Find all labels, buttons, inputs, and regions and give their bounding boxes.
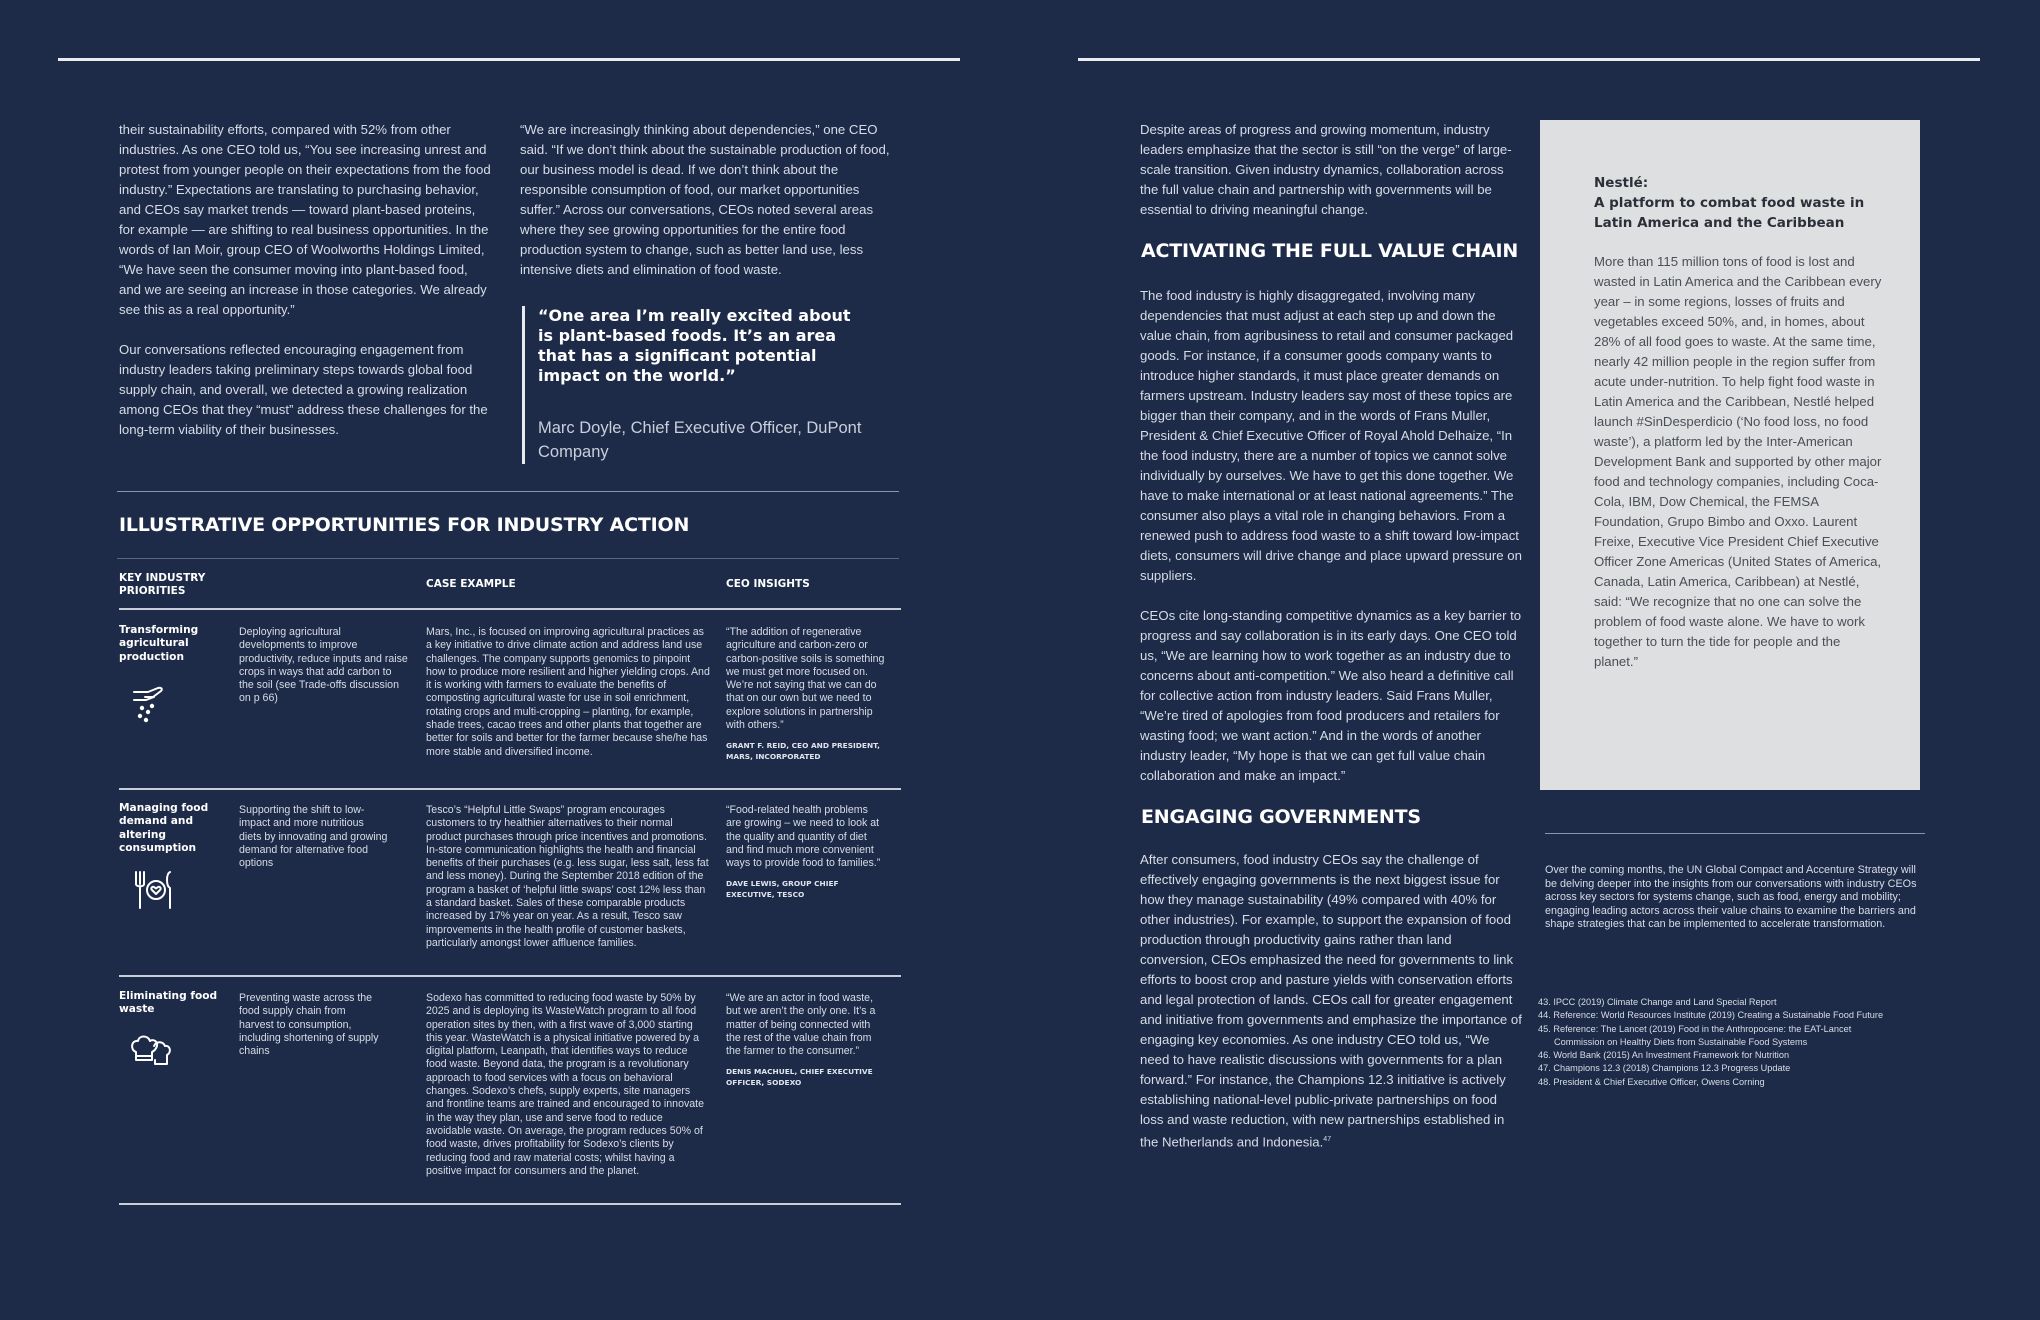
top-rule-left [58, 58, 960, 61]
top-rule-right [1078, 58, 1980, 61]
fork-plate-heart-icon [130, 866, 178, 914]
case-example: Tesco’s “Helpful Little Swaps” program encourages customers to try healthier alternatives to their normal product purchases through price incentives and promotions. In-store communication highlights the health and financial benefits of their purchases (e.g. less sugar, less salt, less fat and less money). During the September 2018 edition of the program a basket of ‘helpful little swaps’ cost 12% less than a standard basket. Sales of these comparable products increased by 17% year on year. As a result, Tesco saw improvements in the health profile of customer baskets, particularly amongst lower affluence families. [426, 804, 709, 949]
priority-description: Deploying agricultural developments to improve productivity, reduce inputs and raise crops in ways that add carbon to the soil (see Trade-offs discussion on p 66) [239, 626, 408, 705]
chef-hats-icon [128, 1022, 176, 1070]
closing-note: Over the coming months, the UN Global Compact and Accenture Strategy will be delving deeper into the insights from our conversations with industry CEOs across key sectors for systems change, such as food, energy and mobility; engaging leading actors across their value chains to examine the barriers and shape strategies that can be implemented to accelerate transformation. [1545, 864, 1917, 930]
table-title-divider [117, 558, 899, 559]
ceo-insight [726, 626, 886, 762]
paragraph-text: After consumers, food industry CEOs say the challenge of effectively engaging governments is the next biggest issue for how they manage sustainability (49% compared with 40% for other industries). For example, to support the expansion of food production through productivity gains rather than land conversion, CEOs emphasized the need for governments to link efforts to boost crop and pasture yields with conservation efforts and legal protection of lands. CEOs call for greater engagement and initiative from governments and emphasize the importance of engaging key economies. As one industry CEO told us, “We need to have realistic discussions with governments for a plan forward.” For instance, the Champions 12.3 initiative is actively establishing national-level public-private partnerships on food loss and waste reduction, with new partnerships established in the Netherlands and Indonesia. [1140, 852, 1522, 1150]
body-paragraph [1140, 850, 1522, 1152]
header-ceo-insights: CEO INSIGHTS [726, 578, 810, 590]
footnote: 43. IPCC (2019) Climate Change and Land Special Report [1538, 997, 1777, 1007]
footnote: 46. World Bank (2015) An Investment Framework for Nutrition [1538, 1050, 1790, 1061]
insight-quote: “The addition of regenerative agriculture and carbon-zero or carbon-positive soils is something we must get more focused on. We’re not saying that we can do that on our own but we need to explore solutions in partnership with others.” [726, 626, 885, 732]
priority-label: Transforming agricultural production [119, 624, 199, 663]
row-divider [119, 788, 901, 790]
ceo-insight [726, 804, 886, 900]
note-divider [1545, 833, 1925, 834]
left-column-1 [119, 120, 491, 460]
case-example: Sodexo has committed to reducing food waste by 50% by 2025 and is deploying its WasteWatch program to all food operation sites by then, with a first wave of 3,000 starting this year. WasteWatch is a physical initiative powered by a digital platform, Leanpath, that identifies ways to reduce food waste. Beyond data, the program is a revolutionary approach to food services with a focus on behavioral changes. Sodexo’s chefs, supply experts, site managers and frontline teams are trained and encouraged to innovate in the way they plan, use and serve food to reduce avoidable waste. On average, the program reduces 50% of food waste, drives profitability for Sodexo’s clients by reducing food and raw material costs; whilst having a positive impact for consumers and the planet. [426, 992, 704, 1177]
footnotes [1538, 996, 1938, 1089]
header-case-example: CASE EXAMPLE [426, 578, 516, 590]
case-example: Mars, Inc., is focused on improving agricultural practices as a key initiative to drive climate action and address land use challenges. The company supports genomics to pinpoint how to produce more resilient and higher yielding crops. And it is working with farmers to evaluate the benefits of composting agricultural waste for use in soil enrichment, rotating crops and multi-cropping – planting, for example, shade trees, cacao trees and other plants that together are better for soils and better for the farmer because she/he has more stable and diversified income. [426, 626, 710, 758]
table-bottom-rule [119, 1203, 901, 1205]
row-divider [119, 975, 901, 977]
footnote: 45. Reference: The Lancet (2019) Food in the Anthropocene: the EAT-Lancet [1538, 1023, 1852, 1034]
section-title-governments: ENGAGING GOVERNMENTS [1141, 806, 1421, 828]
sidebar-body: More than 115 million tons of food is lost and wasted in Latin America and the Caribbean every year – in some regions, losses of fruits and vegetables exceed 50%, and, in homes, about 28% of all food goes to waste. At the same time, nearly 42 million people in the region suffer from acute under-nutrition. To help fight food waste in Latin America and the Caribbean, Nestlé helped launch #SinDesperdicio (‘No food loss, no food waste’), a platform led by the Inter-American Development Bank and supported by other major food and technology companies, including Coca-Cola, IBM, Dow Chemical, the FEMSA Foundation, Grupo Bimbo and Oxxo. Laurent Freixe, Executive Vice President Chief Executive Officer Zone Americas (United States of America, Canada, Latin America, Caribbean) at Nestlé, said: “We recognize that no one can solve the problem of food waste alone. We have to work together to turn the tide for people and the planet.” [1594, 254, 1882, 669]
priority-label: Eliminating food waste [119, 990, 218, 1016]
body-paragraph: their sustainability efforts, compared with 52% from other industries. As one CEO told us, “You see increasing unrest and protest from younger people on their expectations from the food industry.” Expectations are translating to purchasing behavior, and CEOs say market trends — toward plant-based proteins, for example — are shifting to real business opportunities. In the words of Ian Moir, group CEO of Woolworths Holdings Limited, “We have seen the consumer moving into plant-based food, and we are seeing an increase in those categories. We already see this as a real opportunity.” [119, 122, 491, 317]
insight-citation: GRANT F. REID, CEO AND PRESIDENT, MARS, INCORPORATED [726, 741, 880, 762]
priority-description: Supporting the shift to low-impact and more nutritious diets by innovating and growing demand for alternative food options [239, 804, 388, 870]
body-paragraph: Despite areas of progress and growing momentum, industry leaders emphasize that the sector is still “on the verge” of large-scale transition. Given industry dynamics, collaboration across the full value chain and partnership with governments will be essential to driving meaningful change. [1140, 122, 1512, 217]
pull-quote-attribution: Marc Doyle, Chief Executive Officer, DuPont Company [538, 419, 862, 461]
table-title: ILLUSTRATIVE OPPORTUNITIES FOR INDUSTRY ACTION [119, 514, 690, 536]
pull-quote [522, 306, 868, 464]
ceo-insight [726, 992, 886, 1088]
footnote: 44. Reference: World Resources Institute (2019) Creating a Sustainable Food Future [1538, 1010, 1884, 1021]
pull-quote-text: “One area I’m really excited about is plant-based foods. It’s an area that has a significant potential impact on the world.” [538, 306, 851, 385]
sidebar-title-subject: A platform to combat food waste in Latin America and the Caribbean [1594, 195, 1865, 231]
footnote: 48. President & Chief Executive Officer, Owens Corning [1538, 1076, 1765, 1087]
insight-quote: “Food-related health problems are growing – we need to look at the quality and quantity of diet and find much more convenient ways to provide food to families.” [726, 804, 881, 870]
footnote: Commission on Healthy Diets from Sustainable Food Systems [1554, 1036, 1808, 1047]
right-intro [1140, 120, 1520, 240]
priority-label: Managing food demand and altering consumption [119, 802, 209, 854]
sidebar-title [1594, 173, 1884, 233]
hand-sowing-seeds-icon [128, 678, 176, 726]
insight-citation: DENIS MACHUEL, CHIEF EXECUTIVE OFFICER, SODEXO [726, 1067, 873, 1088]
section-divider [117, 491, 899, 492]
header-priorities: KEY INDUSTRY PRIORITIES [119, 572, 206, 597]
insight-quote: “We are an actor in food waste, but we aren’t the only one. It’s a matter of being connected with the rest of the value chain from the farmer to the consumer.” [726, 992, 876, 1058]
right-governments-text [1140, 850, 1522, 1172]
table-header-rule [119, 608, 901, 610]
insight-citation: DAVE LEWIS, GROUP CHIEF EXECUTIVE, TESCO [726, 879, 839, 900]
body-paragraph: Our conversations reflected encouraging engagement from industry leaders taking preliminary steps towards global food supply chain, and overall, we detected a growing realization among CEOs that they “must” address these challenges for the long-term viability of their businesses. [119, 342, 488, 437]
body-paragraph: The food industry is highly disaggregated, involving many dependencies that must adjust at each step up and down the value chain, from agribusiness to retail and consumer packaged goods. For instance, if a consumer goods company wants to introduce higher standards, it must place greater demands on farmers upstream. Industry leaders say most of these topics are bigger than their company, and in the words of Frans Muller, President & Chief Executive Officer of Royal Ahold Delhaize, “In the food industry, there are a number of topics we cannot solve individually by ourselves. We have to get this done together. We have to make international or at least national agreements.” The consumer also plays a vital role in changing behaviors. From a renewed push to address food waste to a shift toward low-impact diets, consumers will drive change and place upward pressure on suppliers. [1140, 288, 1522, 583]
body-paragraph: CEOs cite long-standing competitive dynamics as a key barrier to progress and say collaboration is in its early days. One CEO told us, “We are learning how to work together as an industry due to concerns about anti-competition.” We also heard a definitive call for collective action from industry leaders. Said Frans Muller, “We’re tired of apologies from food producers and retailers for wasting food; we want action.” And in the words of another industry leader, “My hope is that we can get full value chain collaboration and make an impact.” [1140, 608, 1522, 783]
section-title-value-chain: ACTIVATING THE FULL VALUE CHAIN [1141, 240, 1519, 262]
left-column-2 [520, 120, 900, 300]
sidebar-title-company: Nestlé: [1594, 175, 1649, 191]
priority-description: Preventing waste across the food supply chain from harvest to consumption, including shortening of supply chains [239, 992, 379, 1058]
nestle-sidebar [1540, 120, 1920, 790]
body-paragraph: “We are increasingly thinking about dependencies,” one CEO said. “If we don’t think about the sustainable production of food, our business model is dead. If we don’t think about the responsible consumption of food, our market opportunities suffer.” Across our conversations, CEOs noted several areas where they see growing opportunities for the entire food production system to change, such as better land use, less intensive diets and elimination of food waste. [520, 122, 890, 277]
footnote-ref: 47 [1323, 1136, 1332, 1143]
footnote: 47. Champions 12.3 (2018) Champions 12.3 Progress Update [1538, 1063, 1791, 1074]
right-value-chain-text [1140, 286, 1522, 806]
